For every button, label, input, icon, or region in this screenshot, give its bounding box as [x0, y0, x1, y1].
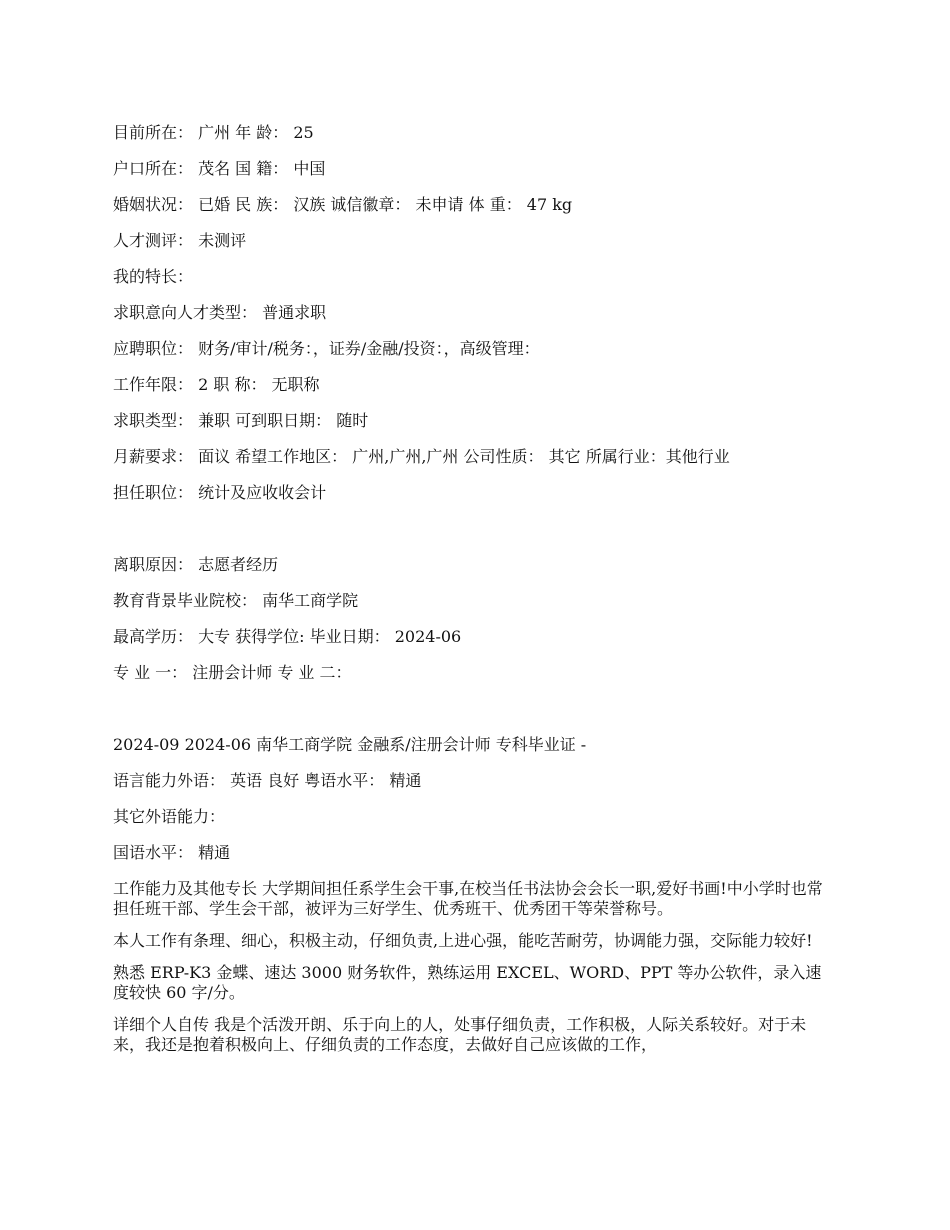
- resume-line-applied-positions: 应聘职位： 财务/审计/税务：，证券/金融/投资：，高级管理：: [113, 339, 540, 358]
- resume-paragraph-abilities: 工作能力及其他专长 大学期间担任系学生会干事,在校当任书法协会会长一职,爱好书画!中小学时也常担任班干部、学生会干部，被评为三好学生、优秀班干、优秀团干等荣誉称号。: [113, 879, 823, 918]
- resume-line-marital-ethnicity-weight: 婚姻状况： 已婚 民 族： 汉族 诚信徽章： 未申请 体 重： 47 kg: [113, 195, 573, 214]
- resume-line-job-type-availability: 求职类型： 兼职 可到职日期： 随时: [113, 411, 369, 430]
- resume-line-school: 教育背景毕业院校： 南华工商学院: [113, 591, 359, 610]
- resume-line-specialty: 我的特长：: [113, 267, 194, 286]
- resume-line-mandarin: 国语水平： 精通: [113, 843, 231, 862]
- resume-line-job-intent: 求职意向人才类型： 普通求职: [113, 303, 327, 322]
- resume-paragraph-work-attitude: 本人工作有条理、细心，积极主动，仔细负责,上进心强，能吃苦耐劳，协调能力强，交际能力较好!: [113, 931, 813, 950]
- resume-line-salary-region-industry: 月薪要求： 面议 希望工作地区： 广州,广州,广州 公司性质： 其它 所属行业：其他行业: [113, 447, 730, 466]
- resume-line-leave-reason: 离职原因： 志愿者经历: [113, 555, 279, 574]
- resume-line-assessment: 人才测评： 未测评: [113, 231, 247, 250]
- resume-line-location-age: 目前所在： 广州 年 龄： 25: [113, 123, 314, 142]
- resume-line-other-languages: 其它外语能力：: [113, 807, 226, 826]
- resume-line-languages: 语言能力外语： 英语 良好 粤语水平： 精通: [113, 771, 422, 790]
- resume-paragraph-software-skills: 熟悉 ERP-K3 金蝶、速达 3000 财务软件，熟练运用 EXCEL、WORD、PPT 等办公软件，录入速度较快 60 字/分。: [113, 963, 822, 1002]
- resume-paragraph-autobiography: 详细个人自传 我是个活泼开朗、乐于向上的人，处事仔细负责，工作积极，人际关系较好。对于未来，我还是抱着积极向上、仔细负责的工作态度，去做好自己应该做的工作，: [113, 1015, 807, 1054]
- resume-line-work-years-title: 工作年限： 2 职 称： 无职称: [113, 375, 320, 394]
- resume-line-hukou-nationality: 户口所在： 茂名 国 籍： 中国: [113, 159, 326, 178]
- resume-line-education-record: 2024-09 2024-06 南华工商学院 金融系/注册会计师 专科毕业证 -: [113, 735, 587, 754]
- resume-line-majors: 专 业 一： 注册会计师 专 业 二：: [113, 663, 352, 682]
- resume-line-held-position: 担任职位： 统计及应收收会计: [113, 483, 327, 502]
- section-gap: [113, 519, 833, 555]
- resume-document: [113, 123, 833, 1067]
- section-gap: [113, 699, 833, 735]
- resume-line-education-level: 最高学历： 大专 获得学位: 毕业日期： 2024-06: [113, 627, 462, 646]
